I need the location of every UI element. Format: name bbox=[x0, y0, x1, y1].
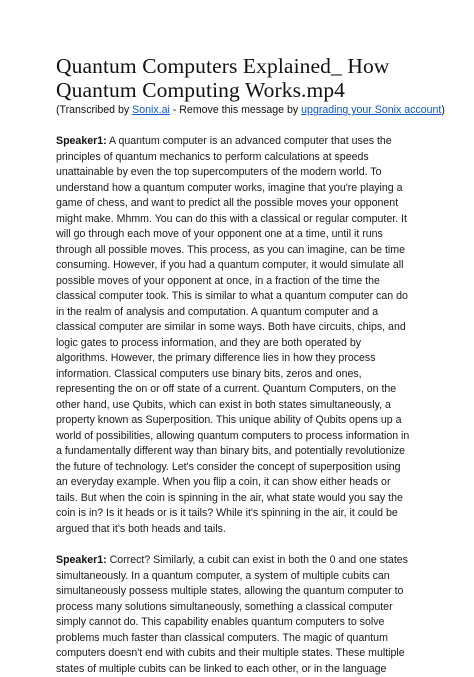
sonix-link[interactable]: Sonix.ai bbox=[132, 104, 170, 116]
document-title: Quantum Computers Explained_ How Quantum Computing Works.mp4 bbox=[56, 54, 390, 102]
paragraph-text: Correct? Similarly, a cubit can exist in both the 0 and one states simultaneously. In a quantum computer, a system of multiple cubits can simultaneously possess multiple states, allowing the quantum computer to process many solutions simultaneously, something a classical computer simply cannot do. This capability enables quantum computers to solve problems much faster than classical computers. The magic of quantum computers doesn't end with cubits and their multiple states. These multiple states of multiple cubits can be linked to each other, or in the language bbox=[56, 554, 408, 675]
transcribed-middle: - Remove this message by bbox=[169, 104, 302, 116]
paragraph-text: A quantum computer is an advanced computer that uses the principles of quantum mechanics to perform calculations at speeds unattainable by even the top supercomputers of the modern world. To understand how a quantum computer works, imagine that you're playing a game of chess, and want to predict all the possible moves your opponent might make. Mhmm. You can do this with a classical or regular computer. It will go through each move of your opponent one at a time, until it runs through all possible moves. This process, as you can imagine, can be time consuming. However, if you had a quantum computer, it would simulate all possible moves of your opponent at once, in a fraction of the time the classical computer took. This is similar to what a quantum computer can do in the realm of analysis and computation. A quantum computer and a classical computer are similar in some ways. Both have circuits, chips, and logic gates to process information, and they are both operated by algorithms. However, the primary difference lies in how they process information. Classical computers use binary bits, zeros and ones, representing the on or off state of a current. Quantum Computers, on the other hand, use Qubits, which can exist in both states simultaneously, a property known as Superposition. This unique ability of Qubits opens up a world of possibilities, allowing quantum computers to process information in a fundamentally different way than binary bits, and potentially revolutionize the future of technology. Let's consider the concept of superposition using an everyday example. When you flip a coin, it can show either heads or tails. But when the coin is spinning in the air, what state would you say the coin is in? Is it heads or is it tails? While it's spinning in the air, it could be argued that it's both heads and tails. bbox=[56, 135, 410, 535]
transcript-paragraph bbox=[56, 553, 414, 677]
transcribed-prefix: (Transcribed by bbox=[56, 104, 133, 116]
speaker-label: Speaker1: bbox=[56, 135, 107, 147]
transcript-paragraph bbox=[56, 134, 414, 537]
upgrade-account-link[interactable]: upgrading your Sonix account bbox=[301, 104, 442, 116]
speaker-label: Speaker1: bbox=[56, 554, 107, 566]
document-page bbox=[56, 54, 445, 677]
transcription-notice bbox=[56, 103, 445, 117]
transcribed-suffix: ) bbox=[441, 104, 445, 116]
